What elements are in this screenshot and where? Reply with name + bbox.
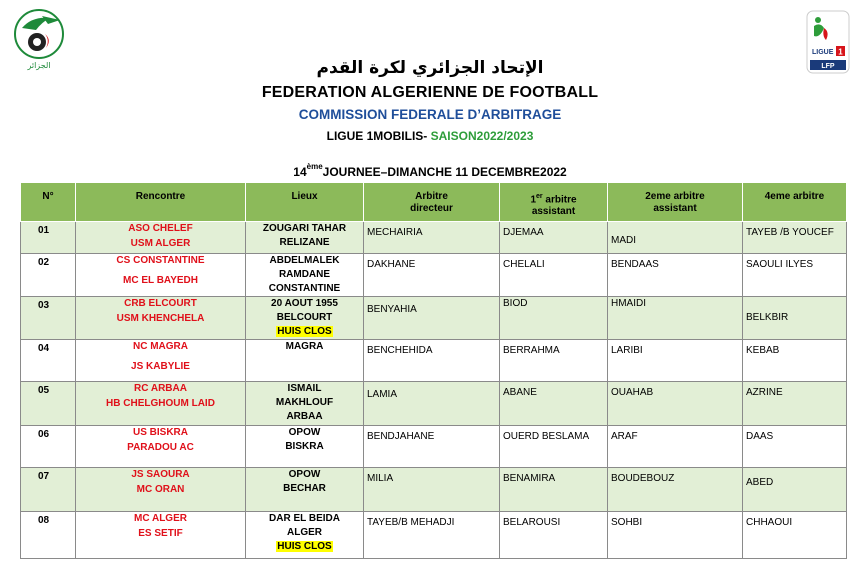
match-teams (76, 222, 246, 254)
match-venue (246, 512, 364, 559)
lfp-logo-abbrev: LFP (821, 63, 835, 70)
match-venue (246, 426, 364, 468)
home-team: CS CONSTANTINE (116, 255, 205, 266)
venue-line: BISKRA (285, 441, 324, 452)
quatrieme-arbitre: TAYEB /B YOUCEF (743, 222, 847, 254)
federation-title: FEDERATION ALGERIENNE DE FOOTBALL (261, 84, 599, 101)
quatrieme-arbitre: DAAS (743, 426, 847, 468)
header-premier-assistant: 1er arbitre assistant (500, 183, 608, 222)
header-deuxieme-assistant: 2eme arbitre assistant (608, 183, 743, 222)
journee-date: JOURNEE–DIMANCHE 11 DECEMBRE2022 (322, 165, 567, 179)
table-row (21, 254, 847, 297)
ligue-label: LIGUE 1MOBILIS- (326, 129, 431, 143)
deuxieme-assistant: BOUDEBOUZ (608, 468, 743, 512)
deuxieme-assistant: SOHBI (608, 512, 743, 559)
journee-superscript: ème (306, 162, 323, 171)
table-header-row (21, 183, 847, 222)
lfp-logo-number: 1 (838, 47, 843, 57)
arbitre-directeur: LAMIA (364, 382, 500, 426)
arbitre-directeur: MILIA (364, 468, 500, 512)
match-number: 03 (21, 297, 76, 340)
match-teams (76, 468, 246, 512)
away-team: ES SETIF (138, 528, 183, 539)
match-number: 08 (21, 512, 76, 559)
deuxieme-assistant: OUAHAB (608, 382, 743, 426)
venue-line: ISMAIL (287, 383, 322, 394)
venue-line: OPOW (288, 469, 321, 480)
match-venue (246, 382, 364, 426)
home-team: MC ALGER (134, 513, 187, 524)
arbitre-directeur: BENYAHIA (364, 297, 500, 340)
match-teams (76, 512, 246, 559)
match-venue (246, 340, 364, 382)
venue-line: BELCOURT (276, 312, 333, 323)
quatrieme-arbitre: ABED (743, 468, 847, 512)
match-teams (76, 382, 246, 426)
premier-assistant: DJEMAA (500, 222, 608, 254)
arbitre-directeur: BENDJAHANE (364, 426, 500, 468)
away-team: PARADOU AC (127, 442, 194, 453)
table-row (21, 468, 847, 512)
quatrieme-arbitre: CHHAOUI (743, 512, 847, 559)
venue-line: MAKHLOUF (275, 397, 334, 408)
venue-line: MAGRA (285, 341, 324, 352)
header-rencontre: Rencontre (76, 183, 246, 222)
venue-line: ABDELMALEK (269, 255, 340, 266)
away-team: USM KHENCHELA (116, 313, 205, 324)
away-team: HB CHELGHOUM LAID (106, 398, 215, 409)
match-number: 04 (21, 340, 76, 382)
match-number: 01 (21, 222, 76, 254)
home-team: CRB ELCOURT (124, 298, 197, 309)
premier-assistant: CHELALI (500, 254, 608, 297)
premier-assistant: BELAROUSI (500, 512, 608, 559)
huis-clos-badge: HUIS CLOS (277, 541, 332, 552)
home-team: NC MAGRA (133, 341, 188, 352)
venue-line: RAMDANE (278, 269, 331, 280)
premier-assistant: BIOD (500, 297, 608, 340)
season-label: SAISON2022/2023 (430, 129, 534, 143)
header-lieux: Lieux (246, 183, 364, 222)
venue-line: RELIZANE (279, 237, 330, 248)
home-team: US BISKRA (132, 427, 188, 438)
arbitre-directeur: MECHAIRIA (364, 222, 500, 254)
venue-line: OPOW (288, 427, 321, 438)
deuxieme-assistant: MADI (608, 222, 743, 254)
table-row (21, 426, 847, 468)
match-venue (246, 297, 364, 340)
venue-line: 20 AOUT 1955 (271, 298, 338, 309)
deuxieme-assistant: LARIBI (608, 340, 743, 382)
match-number: 05 (21, 382, 76, 426)
venue-line: CONSTANTINE (268, 283, 341, 294)
faf-logo-text: الجزائر (27, 61, 51, 70)
match-teams (76, 254, 246, 297)
premier-assistant: BENAMIRA (500, 468, 608, 512)
away-team: MC ORAN (136, 484, 185, 495)
home-team: RC ARBAA (134, 383, 187, 394)
header-quatrieme-arbitre: 4eme arbitre (743, 183, 847, 222)
header-num: N° (21, 183, 76, 222)
lfp-logo-label: LIGUE (812, 49, 834, 56)
ligue-season (0, 129, 860, 143)
premier-assistant: OUERD BESLAMA (500, 426, 608, 468)
venue-line: BECHAR (283, 483, 326, 494)
deuxieme-assistant: BENDAAS (608, 254, 743, 297)
match-number: 02 (21, 254, 76, 297)
match-venue (246, 468, 364, 512)
header-arbitre-directeur: Arbitre directeur (364, 183, 500, 222)
match-venue (246, 222, 364, 254)
journee-number: 14 (293, 165, 307, 179)
quatrieme-arbitre: BELKBIR (743, 297, 847, 340)
quatrieme-arbitre: AZRINE (743, 382, 847, 426)
table-row (21, 340, 847, 382)
quatrieme-arbitre: KEBAB (743, 340, 847, 382)
arbitre-directeur: TAYEB/B MEHADJI (364, 512, 500, 559)
match-venue (246, 254, 364, 297)
table-row (21, 297, 847, 340)
match-number: 07 (21, 468, 76, 512)
match-teams (76, 340, 246, 382)
journee-title (0, 162, 860, 179)
premier-assistant: ABANE (500, 382, 608, 426)
away-team: JS KABYLIE (131, 361, 190, 372)
commission-title: COMMISSION FEDERALE D’ARBITRAGE (298, 107, 562, 122)
home-team: ASO CHELEF (128, 223, 193, 234)
away-team: USM ALGER (130, 238, 191, 249)
table-row (21, 512, 847, 559)
arbitre-directeur: DAKHANE (364, 254, 500, 297)
deuxieme-assistant: HMAIDI (608, 297, 743, 340)
home-team: JS SAOURA (131, 469, 190, 480)
away-team: MC EL BAYEDH (122, 275, 198, 286)
deuxieme-assistant: ARAF (608, 426, 743, 468)
arabic-title: الإتحاد الجزائري لكرة القدم (316, 58, 544, 78)
quatrieme-arbitre: SAOULI ILYES (743, 254, 847, 297)
premier-assistant: BERRAHMA (500, 340, 608, 382)
table-row (21, 382, 847, 426)
arbitre-directeur: BENCHEHIDA (364, 340, 500, 382)
huis-clos-badge: HUIS CLOS (277, 326, 332, 337)
referee-schedule-table (20, 182, 847, 559)
match-number: 06 (21, 426, 76, 468)
venue-line: ZOUGARI TAHAR (262, 223, 347, 234)
venue-line: DAR EL BEIDA (269, 513, 340, 524)
match-teams (76, 426, 246, 468)
venue-line: ALGER (287, 527, 322, 538)
table-row (21, 222, 847, 254)
venue-line: ARBAA (286, 411, 323, 422)
match-teams (76, 297, 246, 340)
